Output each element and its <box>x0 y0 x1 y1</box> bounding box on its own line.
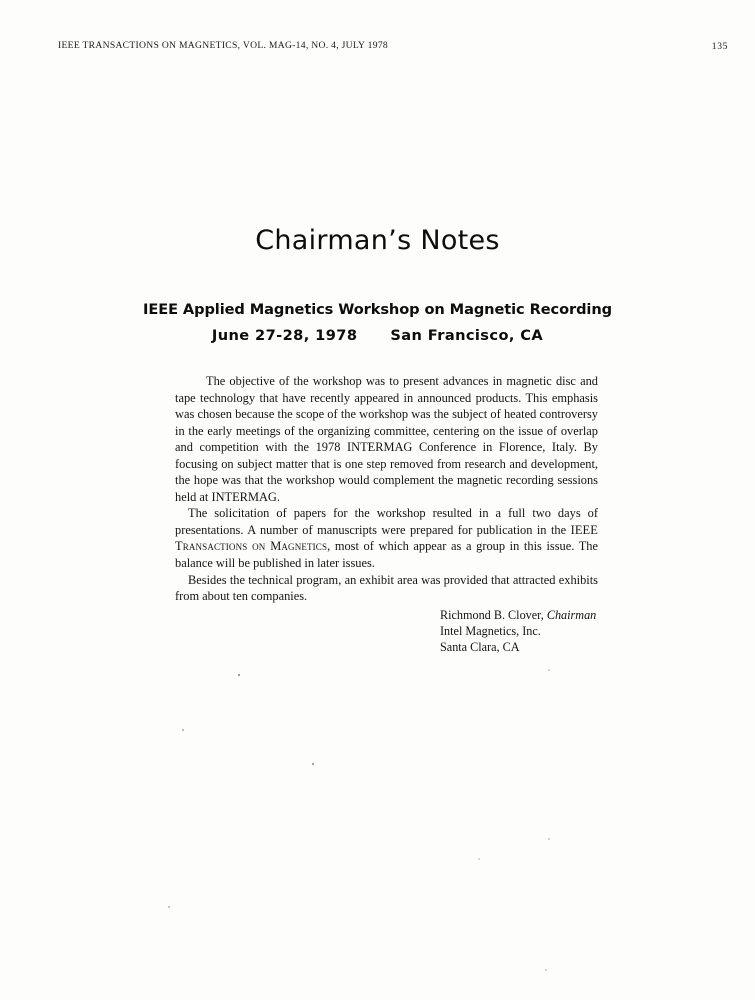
paragraph-objective: The objective of the workshop was to present advances in magnetic disc and tape technology that have recently appeared in announced products. This emphasis was chosen because the scope of the workshop was the subject of heated controversy in the early meetings of the organizing committee, centering on the issue of overlap and competition with the 1978 INTERMAG Conference in Florence, Italy. By focusing on subject matter that is one step removed from research and development, the hope was that the workshop would complement the magnetic recording sessions held at INTERMAG. <box>175 374 598 504</box>
body-text <box>175 373 598 605</box>
scan-speckle <box>548 838 550 840</box>
workshop-location: San Francisco, CA <box>390 327 544 344</box>
signature-city: Santa Clara, CA <box>440 640 520 655</box>
scan-speckle <box>182 729 184 731</box>
paragraph-exhibits: Besides the technical program, an exhibit area was provided that attracted exhibits from about ten companies. <box>175 572 598 604</box>
scan-speckle <box>545 969 547 971</box>
page-title: Chairman’s Notes <box>255 225 500 256</box>
journal-name-smallcaps: IEEE Transactions on Magnetics <box>175 522 598 554</box>
running-head-text: IEEE TRANSACTIONS ON MAGNETICS, VOL. MAG-14, NO. 4, JULY 1978 <box>58 40 389 51</box>
paragraph-solicitation <box>175 505 598 571</box>
signature-role: Chairman <box>546 608 597 622</box>
subtitle-block <box>0 298 755 348</box>
signature-block <box>440 607 670 656</box>
signature-name: Richmond B. Clover, <box>440 608 544 622</box>
running-head <box>58 40 725 56</box>
scan-speckle <box>548 669 550 671</box>
scan-speckle <box>168 906 170 908</box>
page-number: 135 <box>711 41 728 52</box>
signature-name-line <box>440 607 670 623</box>
subtitle-line-2 <box>0 324 755 348</box>
scan-speckle <box>238 674 240 676</box>
scan-speckle <box>478 858 480 860</box>
subtitle-line-1: IEEE Applied Magnetics Workshop on Magnetic Recording <box>143 301 612 318</box>
signature-company: Intel Magnetics, Inc. <box>440 624 541 639</box>
paragraph-solicitation-part-1: The solicitation of papers for the workshop resulted in a full two days of presentations. A number of manuscripts were prepared for publication in the <box>175 506 598 537</box>
workshop-date: June 27-28, 1978 <box>211 327 358 344</box>
scan-speckle <box>312 763 314 765</box>
paragraph-solicitation-part-2: , most of which appear as a group in this issue. The balance will be published in later issues. <box>175 539 599 571</box>
